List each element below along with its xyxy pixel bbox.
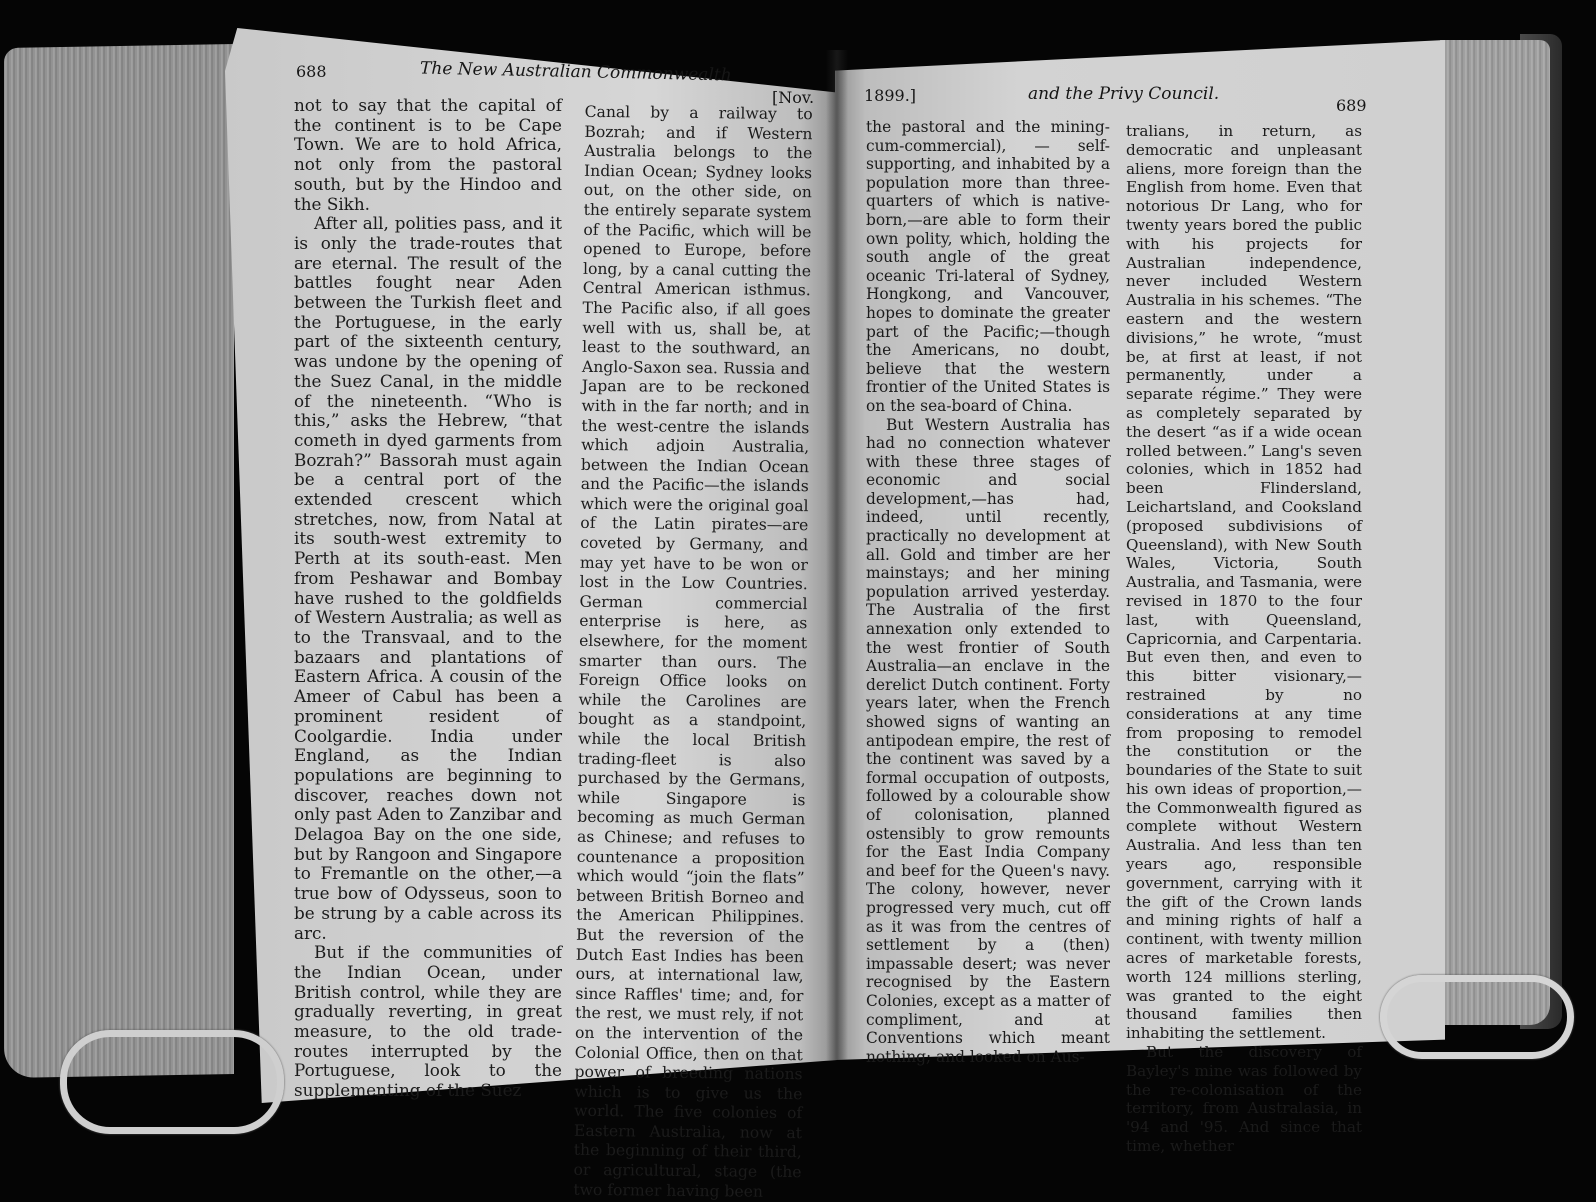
paragraph: Canal by a railway to Bozrah; and if Western Australia belongs to the Indian Ocean; Sydney looks out, on the other side, on the entirely separate system of the Pacific, which will be opened to Europe, before long, by a canal cutting the Central American isthmus. The Pacific also, if all goes well with us, shall be, at least to the southward, an Anglo-Saxon sea. Russia and Japan are to be reckoned with in the far north; and in the west-centre the islands which adjoin Australia, between the Indian Ocean and the Pacific—the islands which were the original goal of the Latin pirates—are coveted by Germany, and may yet have to be won or lost in the Low Countries. German commercial enterprise is here, as elsewhere, for the moment smarter than ours. The Foreign Office looks on while the Carolines are bought as a standpoint, while the local British trading-fleet is also purchased by the Germans, while Singapore is becoming as much German as Chinese; and refuses to countenance a proposition which would “join the flats” between British Borneo and the American Philippines. But the reversion of the Dutch East Indies has been ours, at international law, since Raffles' time; and, for the rest, we must rely, if not on the intervention of the Colonial Office, then on that power of breeding nations which is to give us the world. The five colonies of Eastern Australia, now at the beginning of their third, or agricultural, stage (the two former having been — [573, 102, 813, 1201]
paragraph: But Western Australia has had no connection whatever with these three stages of economic and social development,—has had, indeed, until recently, practically no development at all. Gold and timber are her mainstays; and her mining population arrived yesterday. The Australia of the first annexation only extended to the west frontier of South Australia—an enclave in the derelict Dutch continent. Forty years later, when the French showed signs of wanting an antipodean empire, the rest of the continent was saved by a formal occupation of outposts, followed by a colourable show of colonisation, planned ostensibly to grow remounts for the East India Company and beef for the Queen's navy. The colony, however, never progressed very much, cut off as it was from the centres of settlement by a (then) impassable desert; was never recognised by the Eastern Colonies, except as a matter of compliment, and at Conventions which meant nothing; and looked on Aus- — [866, 415, 1110, 1066]
left-running-date: [Nov. — [772, 88, 815, 107]
paragraph: the pastoral and the mining-cum-commercial), — self-supporting, and inhabited by a population more than three-quarters of which is native-born,—are able to form their own polity, which, holding the south angle of the great oceanic Tri-lateral of Sydney, Hongkong, and Vancouver, hopes to dominate the greater part of the Pacific;—though the Americans, no doubt, believe that the western frontier of the United States is on the sea-board of China. — [866, 118, 1110, 415]
right-column-2 — [1126, 122, 1362, 1156]
right-page-number: 689 — [1336, 96, 1367, 115]
right-column-1 — [866, 118, 1110, 1066]
right-page-clip — [1380, 975, 1574, 1059]
left-page-clip — [60, 1030, 284, 1134]
left-page-number: 688 — [296, 62, 327, 81]
left-page-stack — [4, 44, 234, 1078]
right-running-title: and the Privy Council. — [1028, 84, 1220, 104]
paragraph: After all, polities pass, and it is only the trade-routes that are eternal. The result of the battles fought near Aden between the Turkish fleet and the Portuguese, in the early part of the sixteenth century, was undone by the opening of the Suez Canal, in the middle of the nineteenth. “Who is this,” asks the Hebrew, “that cometh in dyed garments from Bozrah?” Bassorah must again be a central port of the extended crescent which stretches, now, from Natal at its south-west extremity to Perth at its south-east. Men from Peshawar and Bombay have rushed to the goldfields of Western Australia; as well as to the Transvaal, and to the bazaars and plantations of Eastern Africa. A cousin of the Ameer of Cabul has been a prominent resident of Coolgardie. India under England, as the Indian populations are beginning to discover, reaches down not only past Aden to Zanzibar and Delagoa Bay on the one side, but by Rangoon and Singapore to Fremantle on the other,—a true bow of Odysseus, soon to be strung by a cable across its arc. — [294, 213, 562, 943]
left-column-1 — [294, 96, 562, 1101]
paragraph: But if the communities of the Indian Ocean, under British control, while they are gradually reverting, in great measure, to the old trade-routes interrupted by the Portuguese, look to the supplementing of the Suez — [294, 942, 562, 1101]
left-column-2 — [573, 103, 812, 1202]
left-running-title: The New Australian Commonwealth — [419, 58, 732, 86]
book-gutter — [826, 50, 848, 1060]
paragraph: not to say that the capital of the continent is to be Cape Town. We are to hold Africa, not only from the pastoral south, but by the Hindoo and the Sikh. — [294, 95, 562, 214]
paragraph: But the discovery of Bayley's mine was followed by the re-colonisation of the territory, from Australasia, in '94 and '95. And since that time, whether — [1126, 1043, 1362, 1156]
right-page-stack — [1440, 40, 1550, 1025]
right-running-date: 1899.] — [864, 86, 917, 105]
paragraph: tralians, in return, as democratic and unpleasant aliens, more foreign than the English from home. Even that notorious Dr Lang, who for twenty years bored the public with his projects for Australian independence, never included Western Australia in his schemes. “The eastern and the western divisions,” he wrote, “must be, at first at least, if not permanently, under a separate régime.” They were as completely separated by the desert “as if a wide ocean rolled between.” Lang's seven colonies, which in 1852 had been Flindersland, Leichartsland, and Cooksland (proposed subdivisions of Queensland), with New South Wales, Victoria, South Australia, and Tasmania, were revised in 1870 to the four last, with Queensland, Capricornia, and Carpentaria. But even then, and even to this bitter visionary,—restrained by no considerations at any time from proposing to remodel the constitution or the boundaries of the State to suit his own ideas of proportion,—the Commonwealth figured as complete without Western Australia. And less than ten years ago, responsible government, carrying with it the gift of the Crown lands and mining rights of half a continent, with twenty million acres of marketable forests, worth 124 millions sterling, was granted to the eight thousand families then inhabiting the settlement. — [1126, 122, 1362, 1043]
